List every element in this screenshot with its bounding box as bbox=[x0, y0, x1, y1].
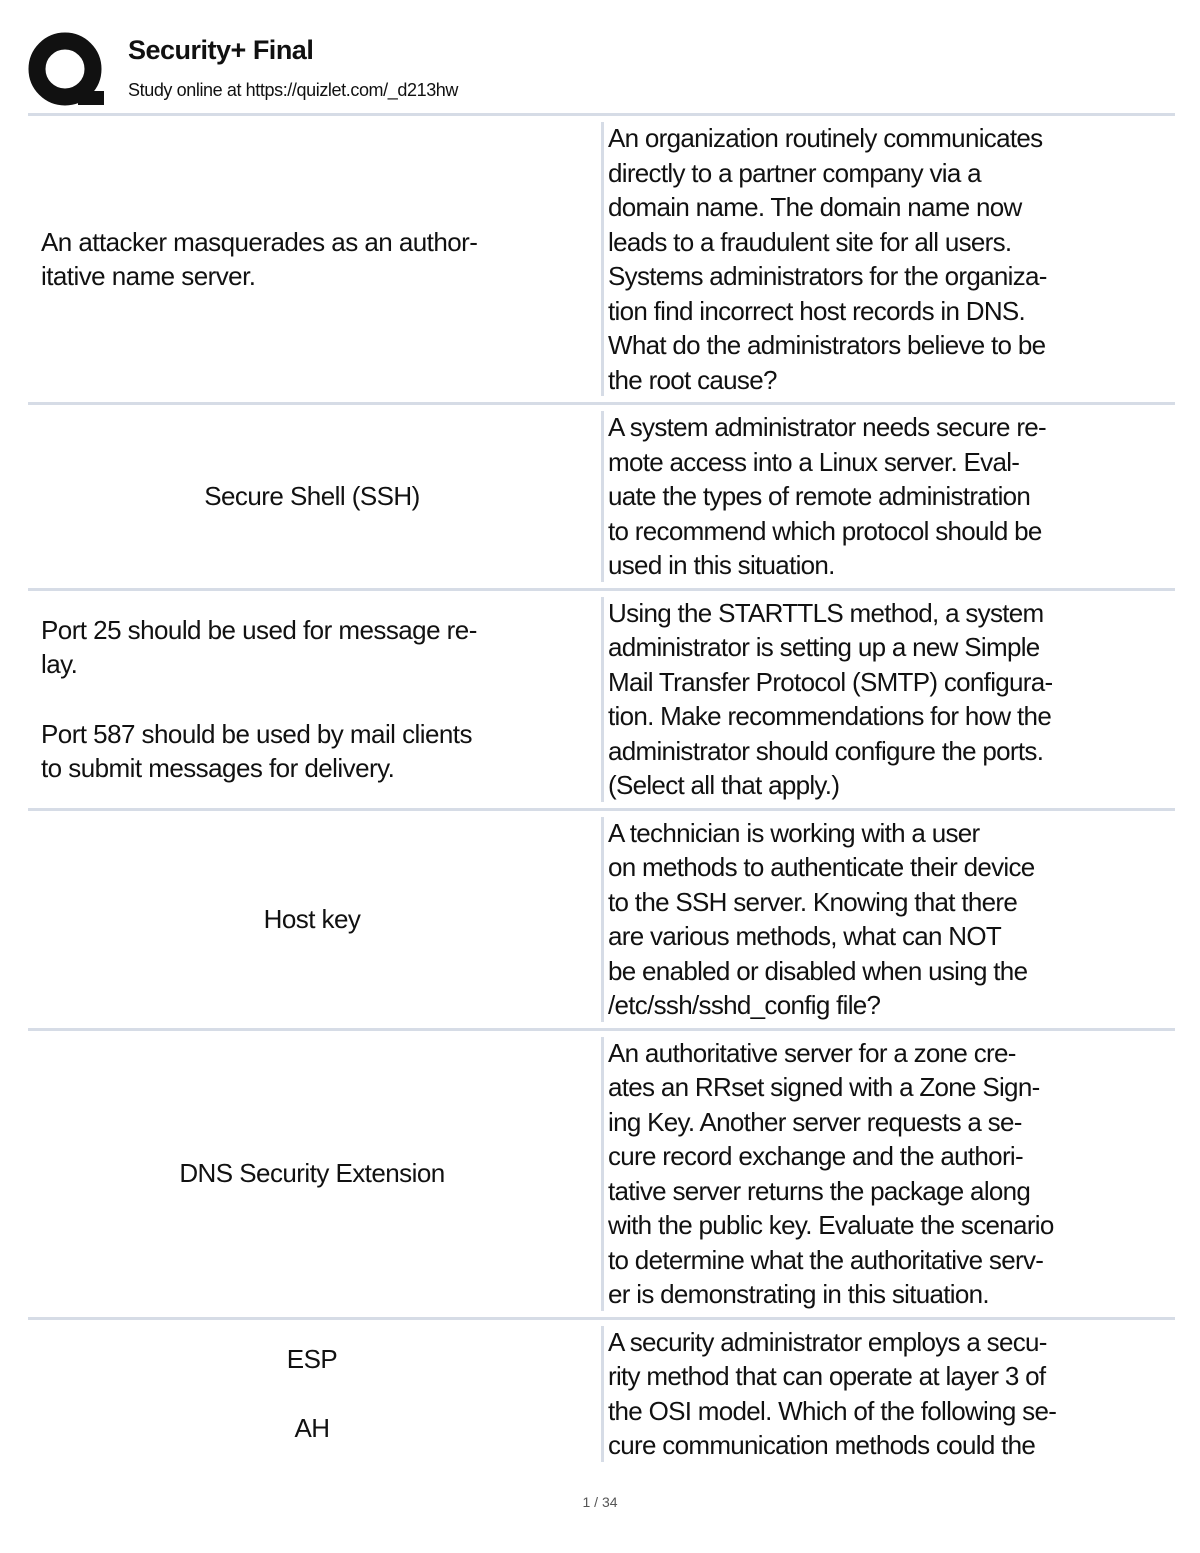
card-term bbox=[28, 116, 596, 402]
term-line: DNS Security Extension bbox=[179, 1158, 445, 1189]
term-line: ESP bbox=[286, 1343, 338, 1374]
card-term bbox=[28, 1320, 596, 1468]
flashcard-row bbox=[28, 1031, 1175, 1317]
page-number: 1 / 34 bbox=[582, 1494, 618, 1510]
definition-line: cure communication methods could the bbox=[608, 1430, 1036, 1460]
term-line: AH bbox=[294, 1413, 330, 1443]
card-term bbox=[28, 1031, 596, 1317]
flashcard-row bbox=[28, 1320, 1175, 1468]
term-line: lay. bbox=[41, 649, 78, 679]
flashcard-row bbox=[28, 591, 1175, 808]
definition-line: rity method that can operate at layer 3 of bbox=[608, 1361, 1046, 1391]
definition-line: uate the types of remote administration bbox=[608, 481, 1031, 511]
definition-line: with the public key. Evaluate the scenario bbox=[608, 1210, 1054, 1240]
definition-line: Mail Transfer Protocol (SMTP) configura- bbox=[608, 666, 1053, 697]
card-definition bbox=[604, 405, 1175, 588]
flashcard-list bbox=[28, 113, 1175, 1468]
definition-line: Using the STARTTLS method, a system bbox=[608, 597, 1044, 628]
definition-line: cure record exchange and the authori- bbox=[608, 1141, 1023, 1171]
definition-line: ing Key. Another server requests a se- bbox=[608, 1106, 1022, 1137]
definition-line: used in this situation. bbox=[608, 550, 835, 580]
card-term bbox=[28, 405, 596, 588]
term-line: itative name server. bbox=[41, 261, 256, 291]
quizlet-logo-icon bbox=[28, 30, 106, 108]
card-definition bbox=[604, 591, 1175, 808]
card-term bbox=[28, 811, 596, 1028]
term-line: to submit messages for delivery. bbox=[41, 753, 395, 783]
term-line: Port 25 should be used for message re- bbox=[41, 614, 477, 645]
definition-line: leads to a fraudulent site for all users. bbox=[608, 226, 1012, 257]
definition-line: the root cause? bbox=[608, 364, 777, 395]
term-line: Port 587 should be used by mail clients bbox=[41, 718, 472, 749]
card-definition bbox=[604, 811, 1175, 1028]
definition-line: What do the administrators believe to be bbox=[608, 330, 1046, 360]
definition-line: to the SSH server. Knowing that there bbox=[608, 886, 1018, 917]
flashcard-row bbox=[28, 811, 1175, 1028]
definition-line: administrator is setting up a new Simple bbox=[608, 632, 1040, 662]
card-definition bbox=[604, 1320, 1175, 1468]
definition-line: domain name. The domain name now bbox=[608, 192, 1022, 222]
definition-line: Systems administrators for the organiza- bbox=[608, 261, 1047, 291]
definition-line: are various methods, what can NOT bbox=[608, 921, 1002, 951]
definition-line: An organization routinely communicates bbox=[608, 123, 1043, 153]
definition-line: the OSI model. Which of the following se- bbox=[608, 1395, 1057, 1426]
flashcard-row bbox=[28, 405, 1175, 588]
definition-line: tion find incorrect host records in DNS. bbox=[608, 295, 1026, 326]
definition-line: tative server returns the package along bbox=[608, 1175, 1031, 1206]
term-line: Secure Shell (SSH) bbox=[204, 481, 420, 511]
definition-line: mote access into a Linux server. Eval- bbox=[608, 446, 1020, 477]
definition-line: er is demonstrating in this situation. bbox=[608, 1279, 989, 1309]
definition-line: A security administrator employs a secu- bbox=[608, 1326, 1047, 1357]
term-line: An attacker masquerades as an author- bbox=[41, 226, 478, 257]
flashcard-row bbox=[28, 116, 1175, 402]
definition-line: to determine what the authoritative serv- bbox=[608, 1244, 1044, 1275]
study-online-link[interactable]: Study online at https://quizlet.com/_d213hw bbox=[128, 80, 459, 100]
definition-line: to recommend which protocol should be bbox=[608, 515, 1042, 546]
definition-line: ates an RRset signed with a Zone Sign- bbox=[608, 1072, 1040, 1102]
set-title: Security+ Final bbox=[128, 35, 314, 65]
definition-line: administrator should configure the ports. bbox=[608, 735, 1044, 766]
definition-line: /etc/ssh/sshd_config file? bbox=[608, 990, 881, 1020]
definition-line: A system administrator needs secure re- bbox=[608, 412, 1046, 442]
definition-line: tion. Make recommendations for how the bbox=[608, 701, 1052, 731]
definition-line: (Select all that apply.) bbox=[608, 770, 840, 800]
card-definition bbox=[604, 116, 1175, 402]
definition-line: An authoritative server for a zone cre- bbox=[608, 1037, 1016, 1068]
definition-line: A technician is working with a user bbox=[608, 817, 980, 848]
page-header bbox=[28, 28, 1178, 112]
definition-line: on methods to authenticate their device bbox=[608, 852, 1035, 882]
definition-line: directly to a partner company via a bbox=[608, 157, 981, 188]
definition-line: be enabled or disabled when using the bbox=[608, 955, 1028, 986]
term-line: Host key bbox=[263, 903, 361, 934]
card-definition bbox=[604, 1031, 1175, 1317]
card-term bbox=[28, 591, 596, 808]
